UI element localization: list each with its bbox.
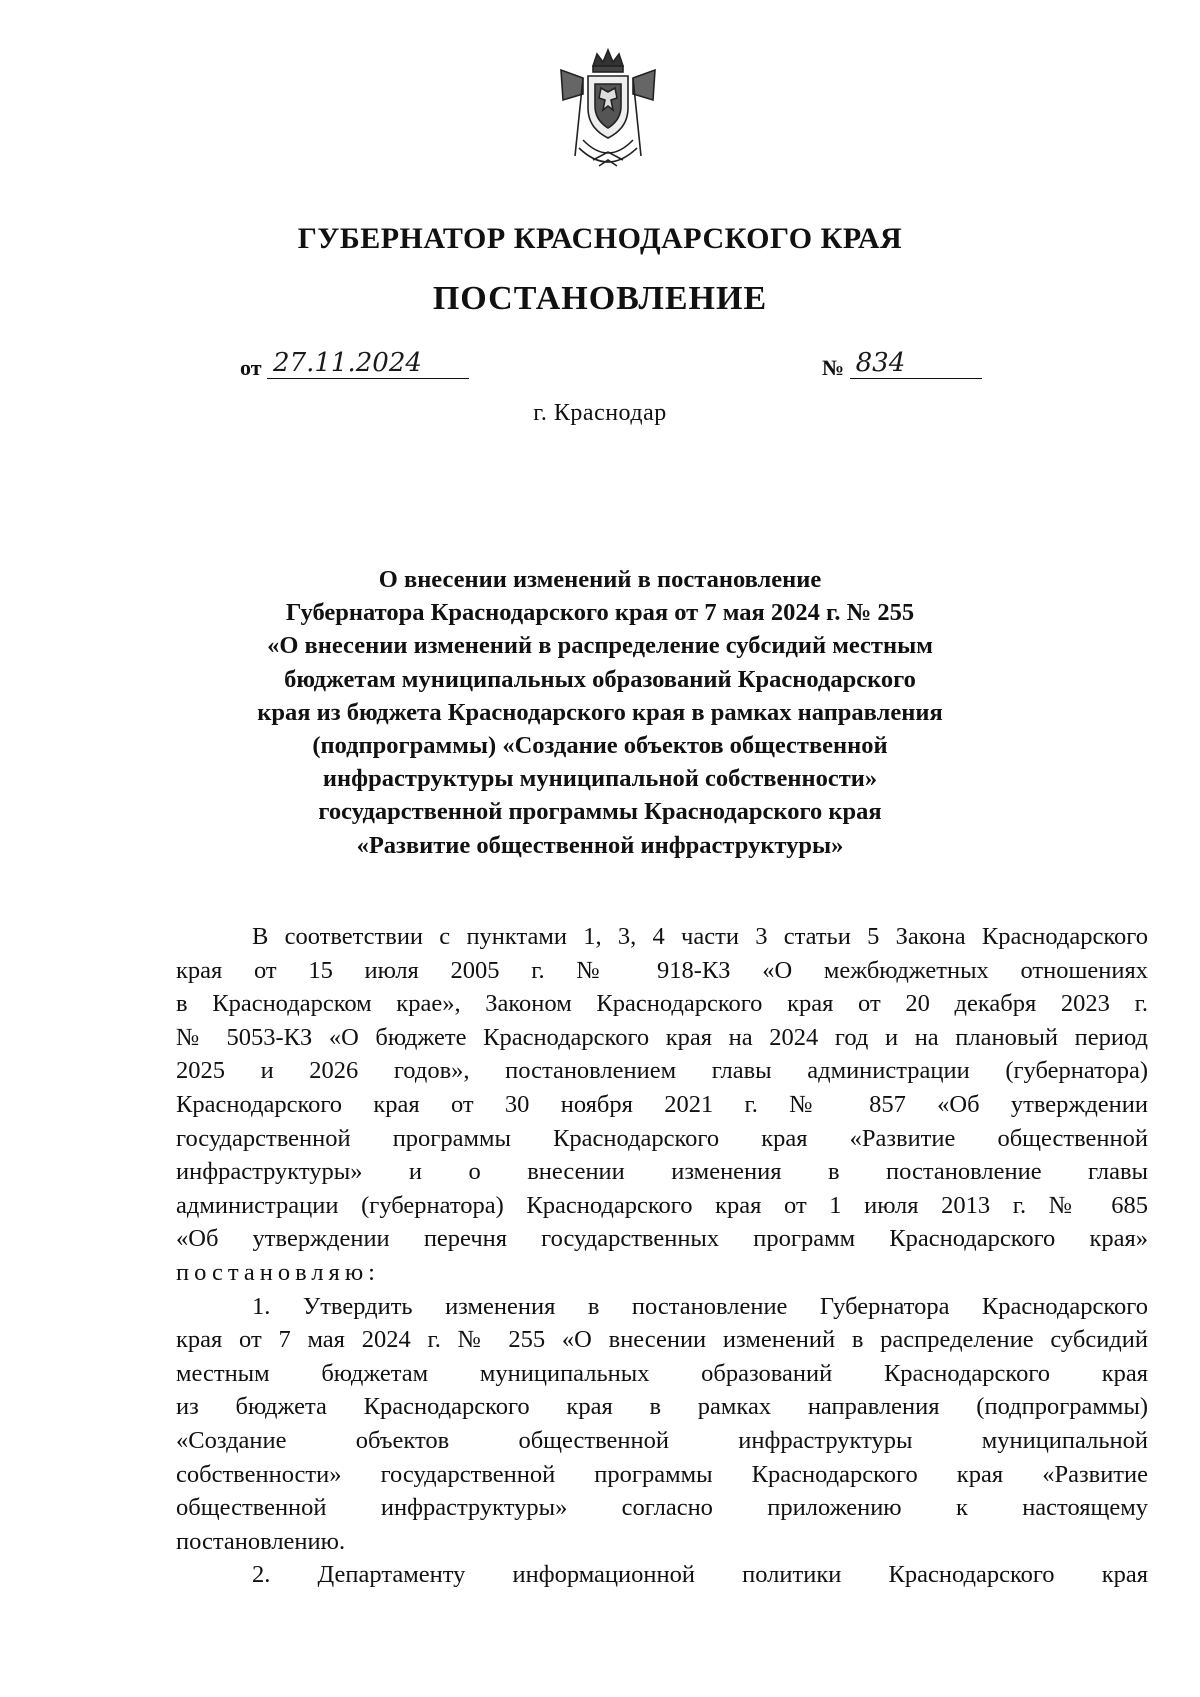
item2-line: 2. Департаменту информационной политики Краснодарского края bbox=[252, 1561, 1148, 1589]
preamble-line: В соответствии с пунктами 1, 3, 4 части 3 статьи 5 Закона Краснодарского bbox=[252, 923, 1148, 950]
preamble-line: края от 15 июля 2005 г. № 918-КЗ «О межбюджетных отношениях bbox=[176, 956, 1148, 984]
document-title bbox=[200, 563, 1000, 862]
item1-line: «Создание объектов общественной инфраструктуры муниципальной bbox=[176, 1426, 1148, 1454]
document-body bbox=[176, 920, 1148, 1592]
item1-line: общественной инфраструктуры» согласно приложению к настоящему bbox=[176, 1494, 1148, 1522]
preamble-line: Краснодарского края от 30 ноября 2021 г. № 857 «Об утверждении bbox=[176, 1090, 1148, 1118]
preamble-line: в Краснодарском крае», Законом Краснодарского края от 20 декабря 2023 г. bbox=[176, 990, 1148, 1018]
document-type: ПОСТАНОВЛЕНИЕ bbox=[432, 280, 768, 317]
document-number bbox=[822, 348, 982, 383]
item1-line: местным бюджетам муниципальных образований Краснодарского края bbox=[176, 1359, 1148, 1387]
title-line: бюджетам муниципальных образований Краснодарского bbox=[284, 665, 916, 693]
number-prefix: № bbox=[822, 355, 845, 380]
title-line: «Развитие общественной инфраструктуры» bbox=[356, 831, 844, 859]
title-line: Губернатора Краснодарского края от 7 мая 2024 г. № 255 bbox=[285, 599, 915, 627]
item1-line: из бюджета Краснодарского края в рамках направления (подпрограммы) bbox=[176, 1393, 1148, 1421]
title-line: государственной программы Краснодарского края bbox=[318, 798, 882, 826]
coat-of-arms-emblem bbox=[553, 48, 663, 178]
document-date bbox=[240, 348, 469, 383]
title-line: О внесении изменений в постановление bbox=[378, 566, 822, 593]
handwritten-number: 834 bbox=[850, 348, 982, 379]
preamble-line: 2025 и 2026 годов», постановлением главы администрации (губернатора) bbox=[176, 1057, 1148, 1085]
preamble-line: государственной программы Краснодарского края «Развитие общественной bbox=[176, 1124, 1148, 1152]
issuing-authority: ГУБЕРНАТОР КРАСНОДАРСКОГО КРАЯ bbox=[297, 222, 903, 255]
city-line: г. Краснодар bbox=[533, 400, 667, 426]
preamble-line: администрации (губернатора) Краснодарского края от 1 июля 2013 г. № 685 bbox=[176, 1191, 1148, 1219]
item1-line: 1. Утвердить изменения в постановление Губернатора Краснодарского bbox=[252, 1292, 1148, 1320]
preamble-line: № 5053-КЗ «О бюджете Краснодарского края на 2024 год и на плановый период bbox=[176, 1023, 1148, 1051]
title-line: края из бюджета Краснодарского края в рамках направления bbox=[257, 698, 943, 726]
preamble-line: «Об утверждении перечня государственных программ Краснодарского края» bbox=[176, 1225, 1148, 1253]
title-line: (подпрограммы) «Создание объектов общественной bbox=[312, 732, 888, 760]
handwritten-date: 27.11.2024 bbox=[267, 348, 469, 379]
date-prefix: от bbox=[240, 355, 262, 380]
resolve-word: постановляю: bbox=[176, 1258, 380, 1286]
item1-line: края от 7 мая 2024 г. № 255 «О внесении изменений в распределение субсидий bbox=[176, 1326, 1148, 1354]
title-line: инфраструктуры муниципальной собственности» bbox=[322, 765, 878, 793]
item1-line: собственности» государственной программы Краснодарского края «Развитие bbox=[176, 1460, 1148, 1488]
item1-line: постановлению. bbox=[176, 1527, 346, 1555]
title-line: «О внесении изменений в распределение субсидий местным bbox=[267, 632, 933, 660]
preamble-line: инфраструктуры» и о внесении изменения в постановление главы bbox=[176, 1158, 1148, 1186]
